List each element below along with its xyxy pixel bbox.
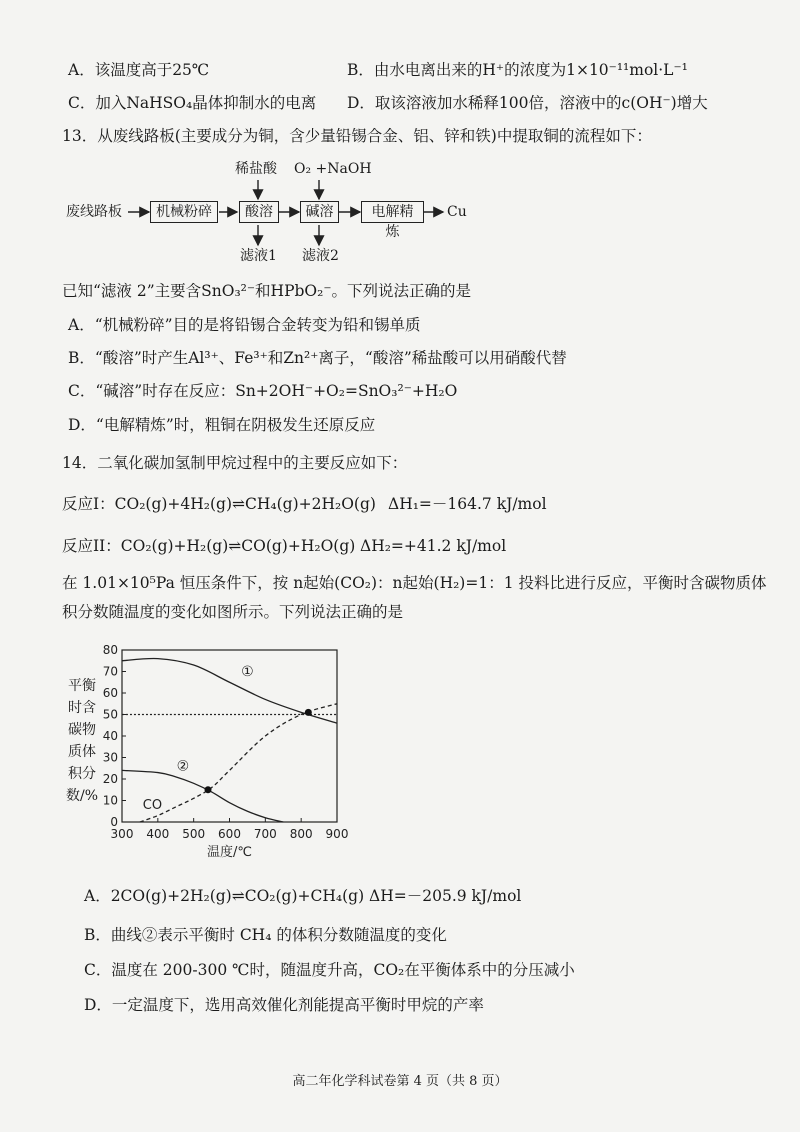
q14-option-b: B．曲线②表示平衡时 CH₄ 的体积分数随温度的变化 bbox=[84, 926, 447, 944]
q14-condition-line-2: 积分数随温度的变化如图所示。下列说法正确的是 bbox=[62, 603, 404, 621]
chart-x-tick-label: 900 bbox=[325, 827, 349, 841]
chart-x-tick-label: 800 bbox=[289, 827, 313, 841]
q14-option-a: A．2CO(g)+2H₂(g)⇌CO₂(g)+CH₄(g) ΔH=－205.9 kJ/mol bbox=[84, 887, 522, 905]
chart-x-tick-label: 500 bbox=[182, 827, 206, 841]
flow-filtrate-2: 滤液2 bbox=[302, 248, 339, 264]
q14-option-c: C．温度在 200-300 ℃时，随温度升高，CO₂在平衡体系中的分压减小 bbox=[84, 961, 575, 979]
chart-y-tick-label: 0 bbox=[110, 815, 118, 829]
q13-known: 已知“滤液 2”主要含SnO₃²⁻和HPbO₂⁻。下列说法正确的是 bbox=[62, 282, 472, 300]
q12-option-c: C．加入NaHSO₄晶体抑制水的电离 bbox=[68, 94, 317, 112]
flow-step-base: 碱溶 bbox=[300, 201, 339, 223]
chart-y-label-line: 质体 bbox=[68, 744, 96, 760]
page-footer: 高二年化学科试卷第 4 页（共 8 页） bbox=[292, 1074, 508, 1089]
q14-reaction-1: 反应I：CO₂(g)+4H₂(g)⇌CH₄(g)+2H₂O(g) bbox=[62, 495, 376, 513]
q13-option-d: D．“电解精炼”时，粗铜在阴极发生还原反应 bbox=[68, 416, 376, 434]
flow-start: 废线路板 bbox=[66, 204, 122, 220]
chart-x-tick-label: 400 bbox=[146, 827, 170, 841]
chart-curve-label-co: CO bbox=[142, 798, 163, 814]
chart-y-label-line: 积分 bbox=[68, 766, 96, 782]
q14-condition-line-1: 在 1.01×10⁵Pa 恒压条件下，按 n起始(CO₂)：n起始(H₂)=1：1 投料比进行反应，平衡时含碳物质体 bbox=[62, 574, 767, 592]
chart-svg bbox=[95, 638, 365, 868]
chart-y-tick-label: 60 bbox=[102, 686, 118, 700]
chart-intersection-point bbox=[205, 786, 212, 793]
q12-option-a: A．该温度高于25℃ bbox=[68, 61, 210, 79]
chart-y-tick-label: 20 bbox=[102, 772, 118, 786]
chart-x-tick-label: 300 bbox=[110, 827, 134, 841]
chart-x-label: 温度/℃ bbox=[207, 845, 252, 860]
flow-end: Cu bbox=[447, 204, 467, 220]
chart-x-tick-label: 700 bbox=[253, 827, 277, 841]
chart-y-tick-label: 40 bbox=[102, 729, 118, 743]
chart-y-tick-label: 30 bbox=[102, 750, 118, 765]
q14-reaction-2: 反应II：CO₂(g)+H₂(g)⇌CO(g)+H₂O(g) bbox=[62, 537, 356, 555]
q14-reaction-2-dh: ΔH₂=+41.2 kJ/mol bbox=[360, 537, 507, 555]
chart-plot-frame bbox=[122, 650, 337, 822]
flow-filtrate-1: 滤液1 bbox=[240, 248, 277, 264]
q13-option-a: A．“机械粉碎”目的是将铅锡合金转变为铅和锡单质 bbox=[68, 316, 421, 334]
chart-x-tick-label: 600 bbox=[218, 827, 241, 841]
chart-intersection-point bbox=[305, 709, 312, 716]
chart-y-tick-label: 70 bbox=[102, 664, 118, 679]
chart-y-label-line: 平衡 bbox=[68, 678, 96, 694]
q14-stem: 14．二氧化碳加氢制甲烷过程中的主要反应如下： bbox=[62, 454, 408, 472]
flow-step-electrolysis: 电解精炼 bbox=[361, 201, 424, 223]
chart-y-label-line: 时含 bbox=[68, 700, 96, 716]
flow-reagent-base: O₂ +NaOH bbox=[294, 161, 372, 177]
q14-option-d: D．一定温度下，选用高效催化剂能提高平衡时甲烷的产率 bbox=[84, 996, 484, 1014]
flow-step-crush: 机械粉碎 bbox=[150, 201, 218, 223]
chart-y-label-line: 数/% bbox=[65, 788, 99, 804]
chart-y-tick-label: 80 bbox=[102, 643, 118, 657]
q14-reaction-1-dh: ΔH₁=－164.7 kJ/mol bbox=[388, 495, 547, 513]
chart-y-tick-label: 50 bbox=[102, 707, 118, 722]
q13-option-b: B．“酸溶”时产生Al³⁺、Fe³⁺和Zn²⁺离子，“酸溶”稀盐酸可以用硝酸代替 bbox=[68, 349, 567, 367]
chart-series-line-1 bbox=[122, 770, 283, 822]
q12-option-b: B．由水电离出来的H⁺的浓度为1×10⁻¹¹mol·L⁻¹ bbox=[347, 61, 688, 79]
flow-reagent-acid: 稀盐酸 bbox=[235, 161, 277, 177]
chart-y-label-line: 碳物 bbox=[68, 722, 96, 738]
chart-curve-label-1: ① bbox=[241, 663, 254, 680]
q12-option-d: D．取该溶液加水稀释100倍，溶液中的c(OH⁻)增大 bbox=[347, 94, 708, 112]
q13-option-c: C．“碱溶”时存在反应：Sn+2OH⁻+O₂=SnO₃²⁻+H₂O bbox=[68, 382, 458, 400]
chart-series-line-2 bbox=[140, 704, 337, 822]
flow-step-acid: 酸溶 bbox=[239, 201, 279, 223]
chart-y-tick-label: 10 bbox=[102, 793, 118, 808]
chart-curve-label-2: ② bbox=[176, 758, 190, 775]
q13-stem: 13．从废线路板(主要成分为铜，含少量铅锡合金、铝、锌和铁)中提取铜的流程如下： bbox=[62, 127, 652, 145]
